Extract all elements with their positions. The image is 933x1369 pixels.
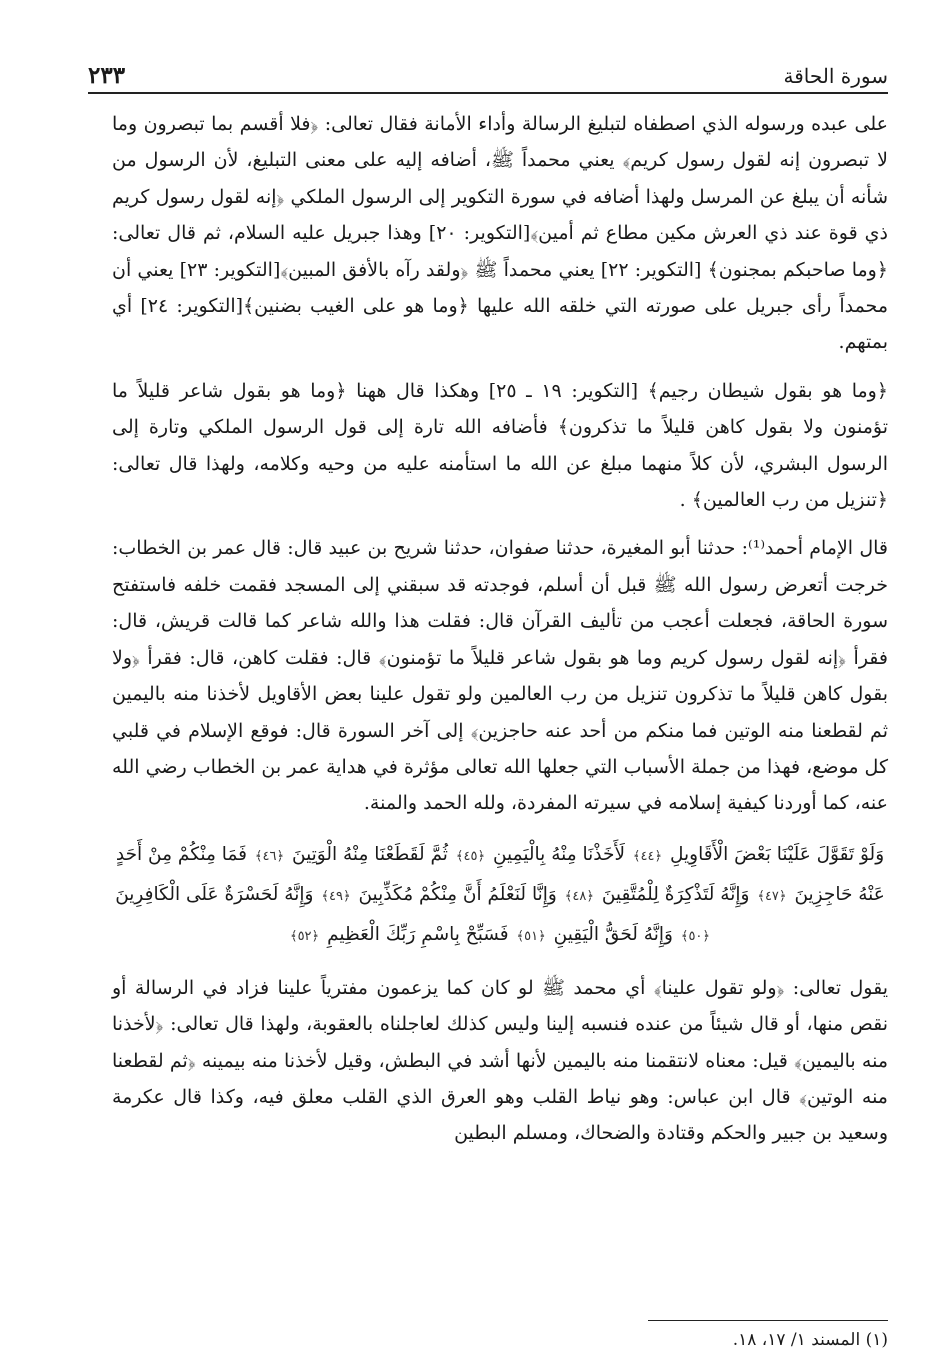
verse-number: ﴿٤٦﴾: [254, 848, 285, 864]
verse-number: ﴿٤٩﴾: [321, 888, 351, 904]
header-divider: [88, 92, 888, 94]
sura-title: سورة الحاقة: [783, 64, 888, 88]
paragraph: على عبده ورسوله الذي اصطفاه لتبليغ الرسالة وأداء الأمانة فقال تعالى: ﴿فلا أقسم بما تبصرون وما لا تبصرون إنه لقول رسول كريم﴾ يعني محمداً ﷺ، أضافه إليه على معنى التبليغ، لأن الرسول من شأنه أن يبلغ عن المرسل ولهذا أضافه في سورة التكوير إلى الرسول الملكي ﴿إنه لقول رسول كريم ذي قوة عند ذي العرش مكين مطاع ثم أمين﴾[التكوير: ٢٠] وهذا جبريل عليه السلام، ثم قال تعالى: ﴿وما صاحبكم بمجنون﴾ [التكوير: ٢٢] يعني محمداً ﷺ ﴿ولقد رآه بالأفق المبين﴾[التكوير: ٢٣] يعني أن محمداً رأى جبريل على صورته التي خلقه الله عليها ﴿وما هو على الغيب بضنين﴾[التكوير: ٢٤] أي بمتهم.: [112, 113, 888, 354]
paragraph: ﴿وما هو بقول شيطان رجيم﴾ [التكوير: ١٩ ـ ٢٥] وهكذا قال ههنا ﴿وما هو بقول شاعر قليلاً ما تؤمنون ولا بقول كاهن قليلاً ما تذكرون﴾ فأضافه الله تارة إلى قول الرسول الملكي وتارة إلى الرسول البشري، لأن كلاً منهما مبلغ عن الله ما استأمنه عليه من وحيه وكلامه، ولهذا قال تعالى: ﴿تنزيل من رب العالمين﴾ .: [112, 379, 888, 512]
main-text: [112, 106, 888, 1152]
footnote: [600, 1328, 888, 1352]
page-number: ٢٣٣: [88, 62, 126, 89]
quran-verse: لَأَخَذْنَا مِنْهُ بِالْيَمِينِ ﴿٤٥﴾: [455, 843, 625, 865]
quran-verses-block: [112, 836, 888, 956]
verse-number: ﴿٥٠﴾: [680, 928, 711, 944]
quran-verse: فَمَا مِنْكُمْ مِنْ أَحَدٍ عَنْهُ حَاجِزِينَ ﴿٤٧﴾: [115, 843, 885, 905]
quran-verse: وَإِنَّهُ لَتَذْكِرَةٌ لِلْمُتَّقِينَ ﴿٤٨﴾: [564, 883, 750, 905]
verse-number: ﴿٥١﴾: [516, 928, 546, 944]
quran-verse: وَإِنَّهُ لَحَسْرَةٌ عَلَى الْكَافِرِينَ ﴿٥٠﴾: [115, 883, 711, 944]
quran-verse: وَإِنَّا لَنَعْلَمُ أَنَّ مِنْكُمْ مُكَذِّبِينَ ﴿٤٩﴾: [321, 883, 557, 905]
footnote-marker: (١): [865, 1330, 888, 1350]
quran-verse: وَإِنَّهُ لَحَقُّ الْيَقِينِ ﴿٥١﴾: [516, 923, 673, 945]
tafsir-paragraph: يقول تعالى: ﴿ولو تقول علينا﴾ أي محمد ﷺ لو كان كما يزعمون مفترياً علينا فزاد في الرسالة أو نقص منها، أو قال شيئاً من عنده فنسبه إلينا وليس كذلك لعاجلناه بالعقوبة، ولهذا قال تعالى: ﴿لأخذنا منه باليمين﴾ قيل: معناه لانتقمنا منه باليمين لأنها أشد في البطش، وقيل لأخذنا منه بيمينه ﴿ثم لقطعنا منه الوتين﴾ قال ابن عباس: وهو نياط القلب وهو العرق الذي القلب معلق فيه، وكذا قال عكرمة وسعيد بن جبير والحكم وقتادة والضحاك، ومسلم البطين: [112, 976, 888, 1145]
verse-number: ﴿٤٨﴾: [564, 888, 594, 904]
verse-number: ﴿٤٥﴾: [455, 848, 486, 864]
verse-number: ﴿٤٤﴾: [632, 848, 663, 864]
page-header: [88, 62, 888, 90]
quran-verse: وَلَوْ تَقَوَّلَ عَلَيْنَا بَعْضَ الْأَقَاوِيلِ ﴿٤٤﴾: [632, 843, 885, 865]
paragraph: قال الإمام أحمد⁽¹⁾: حدثنا أبو المغيرة، حدثنا صفوان، حدثنا شريح بن عبيد قال: قال عمر بن الخطاب: خرجت أتعرض رسول الله ﷺ قبل أن أسلم، فوجدته قد سبقني إلى المسجد فقمت خلفه فاستفتح سورة الحاقة، فجعلت أعجب من تأليف القرآن قال: فقلت هذا والله شاعر كما قالت قريش، قال: فقرأ ﴿إنه لقول رسول كريم وما هو بقول شاعر قليلاً ما تؤمنون﴾ قال: فقلت كاهن، قال: فقرأ ﴿ولا بقول كاهن قليلاً ما تذكرون تنزيل من رب العالمين ولو تقول علينا بعض الأقاويل لأخذنا منه باليمين ثم لقطعنا منه الوتين فما منكم من أحد عنه حاجزين﴾ إلى آخر السورة قال: فوقع الإسلام في قلبي كل موضع، فهذا من جملة الأسباب التي جعلها الله تعالى مؤثرة في هداية عمر بن الخطاب رضي الله عنه، كما أوردنا كيفية إسلامه في سيرته المفردة، ولله الحمد والمنة.: [112, 537, 889, 815]
quran-verse: فَسَبِّحْ بِاسْمِ رَبِّكَ الْعَظِيمِ ﴿٥٢﴾: [289, 923, 509, 945]
quran-verse: ثُمَّ لَقَطَعْنَا مِنْهُ الْوَتِينَ ﴿٤٦﴾: [254, 843, 448, 865]
verse-number: ﴿٤٧﴾: [757, 888, 787, 904]
footnote-text: المسند ١/ ١٧، ١٨.: [732, 1330, 861, 1350]
verse-number: ﴿٥٢﴾: [289, 928, 320, 944]
footnote-divider: [648, 1320, 888, 1321]
